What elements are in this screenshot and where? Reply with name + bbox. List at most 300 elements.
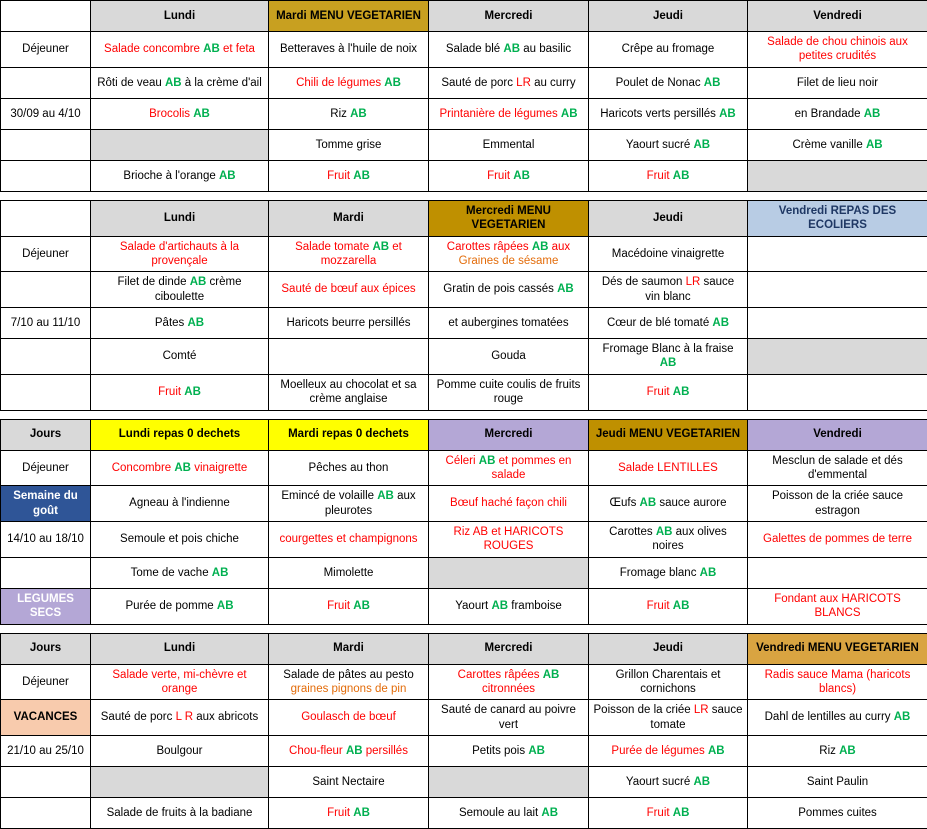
menu-text-fragment: Graines de sésame: [459, 255, 559, 267]
menu-cell: [429, 767, 589, 798]
menu-text-fragment: Salade de fruits à la badiane: [107, 807, 253, 819]
week-header-row: [1, 1, 927, 32]
menu-cell: [91, 272, 269, 308]
menu-cell: [589, 486, 748, 522]
day-header: Vendredi MENU VEGETARIEN: [748, 633, 927, 664]
menu-text-fragment: Bœuf haché façon chili: [450, 497, 567, 509]
week-table: [0, 633, 927, 829]
menu-text-fragment: Yaourt: [455, 600, 491, 612]
menu-cell: [589, 272, 748, 308]
menu-cell: [91, 522, 269, 558]
menu-cell: [748, 767, 927, 798]
menu-text-fragment: Fromage Blanc à la fraise: [602, 343, 733, 355]
week-table: [0, 419, 927, 625]
row-label: [1, 160, 91, 191]
row-label: Semaine du goût: [1, 486, 91, 522]
menu-text-fragment: AB: [656, 526, 673, 538]
menu-text-fragment: LR: [694, 704, 709, 716]
day-header: Jours: [1, 419, 91, 450]
row-label: [1, 374, 91, 410]
menu-cell: [589, 160, 748, 191]
menu-text-fragment: Filet de dinde: [117, 276, 189, 288]
menu-row: [1, 700, 927, 736]
row-label: LEGUMES SECS: [1, 588, 91, 624]
menu-cell: [589, 98, 748, 129]
day-header: Mardi: [269, 633, 429, 664]
day-header: Mercredi: [429, 1, 589, 32]
menu-cell: [748, 272, 927, 308]
menu-text-fragment: persillés: [363, 745, 408, 757]
menu-text-fragment: Chili de légumes: [296, 77, 384, 89]
menu-text-fragment: AB: [894, 711, 911, 723]
menu-cell: [589, 450, 748, 486]
menu-cell: [748, 236, 927, 272]
day-header: Mercredi: [429, 419, 589, 450]
menu-text-fragment: crème ciboulette: [155, 276, 242, 302]
week-spacer: [0, 411, 927, 419]
menu-cell: [589, 557, 748, 588]
menu-cell: [269, 522, 429, 558]
week-date-range: 21/10 au 25/10: [1, 736, 91, 767]
menu-text-fragment: Fruit: [327, 807, 353, 819]
menu-text-fragment: Fruit: [327, 170, 353, 182]
menu-text-fragment: AB: [346, 745, 363, 757]
menu-text-fragment: courgettes et champignons: [279, 533, 417, 545]
menu-text-fragment: Fondant aux HARICOTS BLANCS: [774, 593, 901, 619]
menu-text-fragment: Fruit: [647, 600, 673, 612]
menu-cell: [269, 67, 429, 98]
menu-cell: [91, 798, 269, 829]
menu-cell: [589, 798, 748, 829]
menu-cell: [589, 588, 748, 624]
menu-cell: [748, 664, 927, 700]
menu-cell: [429, 129, 589, 160]
menu-cell: [269, 308, 429, 339]
menu-row: [1, 160, 927, 191]
menu-text-fragment: Saint Paulin: [807, 776, 868, 788]
day-header: Vendredi REPAS DES ECOLIERS: [748, 200, 927, 236]
menu-text-fragment: Fromage blanc: [620, 567, 700, 579]
menu-text-fragment: Fruit: [158, 386, 184, 398]
menu-text-fragment: AB: [673, 386, 690, 398]
menu-cell: [269, 160, 429, 191]
menu-text-fragment: AB: [219, 170, 236, 182]
menu-row: [1, 32, 927, 68]
menu-cell: [748, 798, 927, 829]
menu-cell: [91, 767, 269, 798]
menu-text-fragment: AB: [693, 776, 710, 788]
menu-row: [1, 588, 927, 624]
menu-text-fragment: AB: [165, 77, 182, 89]
menu-text-fragment: Céleri: [446, 455, 479, 467]
menu-text-fragment: Salade LENTILLES: [618, 462, 718, 474]
menu-cell: [91, 700, 269, 736]
menu-text-fragment: AB: [217, 600, 234, 612]
day-header: Jours: [1, 633, 91, 664]
menu-text-fragment: Purée de légumes: [611, 745, 708, 757]
row-label: [1, 67, 91, 98]
menu-text-fragment: Grillon Charentais et cornichons: [616, 669, 721, 695]
menu-cell: [429, 486, 589, 522]
menu-text-fragment: AB: [693, 139, 710, 151]
day-header: Jeudi: [589, 1, 748, 32]
menu-text-fragment: Tomme grise: [316, 139, 382, 151]
day-header: Lundi: [91, 633, 269, 664]
day-header: Jeudi: [589, 633, 748, 664]
week-spacer: [0, 625, 927, 633]
menu-cell: [429, 236, 589, 272]
menu-text-fragment: Moelleux au chocolat et sa crème anglaise: [280, 379, 416, 405]
menu-text-fragment: AB: [673, 170, 690, 182]
menu-cell: [429, 522, 589, 558]
menu-text-fragment: sauce vin blanc: [645, 276, 734, 302]
menu-text-fragment: LR: [686, 276, 701, 288]
menu-text-fragment: Emincé de volaille: [281, 490, 377, 502]
menu-text-fragment: AB: [184, 386, 201, 398]
menu-text-fragment: Salade verte, mi-chèvre et orange: [112, 669, 246, 695]
menu-text-fragment: Brocolis: [149, 108, 193, 120]
menu-text-fragment: Fruit: [487, 170, 513, 182]
menu-text-fragment: aux abricots: [193, 711, 258, 723]
week-spacer: [0, 192, 927, 200]
menu-text-fragment: Salade blé: [446, 43, 504, 55]
menu-cell: [429, 798, 589, 829]
menu-cell: [748, 450, 927, 486]
menu-text-fragment: AB: [719, 108, 736, 120]
menu-text-fragment: AB: [543, 669, 560, 681]
menu-text-fragment: Betteraves à l'huile de noix: [280, 43, 417, 55]
menu-row: [1, 98, 927, 129]
menu-text-fragment: Purée de pomme: [125, 600, 216, 612]
menu-cell: [589, 32, 748, 68]
menu-cell: [91, 736, 269, 767]
menu-cell: [429, 736, 589, 767]
menu-text-fragment: Macédoine vinaigrette: [612, 248, 725, 260]
row-label: Déjeuner: [1, 236, 91, 272]
week-date-range: 30/09 au 4/10: [1, 98, 91, 129]
menu-text-fragment: aux olives noires: [652, 526, 726, 552]
menu-text-fragment: Galettes de pommes de terre: [763, 533, 912, 545]
menu-cell: [748, 700, 927, 736]
menu-row: [1, 129, 927, 160]
row-label: [1, 339, 91, 375]
menu-row: [1, 522, 927, 558]
menu-cell: [748, 522, 927, 558]
menu-text-fragment: graines pignons de pin: [291, 683, 407, 695]
menu-cell: [429, 700, 589, 736]
menu-text-fragment: sauce aurore: [656, 497, 726, 509]
menu-text-fragment: AB: [513, 170, 530, 182]
menu-text-fragment: Pâtes: [155, 317, 188, 329]
menu-row: [1, 798, 927, 829]
menu-row: [1, 67, 927, 98]
menu-row: [1, 308, 927, 339]
day-header: [1, 200, 91, 236]
menu-text-fragment: Crêpe au fromage: [622, 43, 715, 55]
menu-text-fragment: Haricots beurre persillés: [287, 317, 411, 329]
menu-text-fragment: AB: [353, 600, 370, 612]
week-date-range: 14/10 au 18/10: [1, 522, 91, 558]
menu-text-fragment: AB: [673, 807, 690, 819]
menu-text-fragment: AB: [491, 600, 508, 612]
menu-text-fragment: Salade de pâtes au pesto: [283, 669, 413, 681]
menu-text-fragment: Haricots verts persillés: [600, 108, 719, 120]
menu-cell: [269, 129, 429, 160]
row-label: Déjeuner: [1, 664, 91, 700]
menu-text-fragment: AB: [660, 357, 677, 369]
menu-text-fragment: Semoule au lait: [459, 807, 541, 819]
menu-cell: [748, 32, 927, 68]
menu-text-fragment: Poisson de la criée: [594, 704, 694, 716]
menu-text-fragment: AB: [864, 108, 881, 120]
menu-cell: [429, 588, 589, 624]
menu-cell: [429, 339, 589, 375]
menu-cell: [589, 236, 748, 272]
row-label: [1, 272, 91, 308]
menu-row: [1, 236, 927, 272]
menu-text-fragment: Semoule et pois chiche: [120, 533, 239, 545]
menu-text-fragment: Riz AB et HARICOTS ROUGES: [454, 526, 564, 552]
menu-text-fragment: Poulet de Nonac: [616, 77, 704, 89]
menu-text-fragment: Rôti de veau: [97, 77, 165, 89]
menu-text-fragment: Dahl de lentilles au curry: [765, 711, 894, 723]
menu-text-fragment: AB: [673, 600, 690, 612]
menu-row: [1, 767, 927, 798]
week-header-row: [1, 633, 927, 664]
day-header: Mardi: [269, 200, 429, 236]
menu-cell: [748, 98, 927, 129]
menu-cell: [589, 522, 748, 558]
menu-text-fragment: AB: [384, 77, 401, 89]
menu-cell: [429, 67, 589, 98]
day-header: Vendredi: [748, 1, 927, 32]
menu-cell: [269, 98, 429, 129]
menu-text-fragment: AB: [212, 567, 229, 579]
menu-text-fragment: Fruit: [647, 807, 673, 819]
menu-cell: [429, 32, 589, 68]
week-table: [0, 0, 927, 192]
menu-text-fragment: vinaigrette: [191, 462, 247, 474]
menu-text-fragment: en Brandade: [795, 108, 864, 120]
menu-cell: [91, 374, 269, 410]
menu-text-fragment: Riz: [330, 108, 350, 120]
menu-row: [1, 450, 927, 486]
menu-text-fragment: AB: [704, 77, 721, 89]
menu-text-fragment: au curry: [531, 77, 576, 89]
menu-cell: [589, 67, 748, 98]
menu-text-fragment: Pêches au thon: [309, 462, 389, 474]
menu-text-fragment: Poisson de la criée sauce estragon: [772, 490, 903, 516]
menu-text-fragment: Riz: [819, 745, 839, 757]
menu-text-fragment: AB: [377, 490, 394, 502]
menu-cell: [589, 700, 748, 736]
menu-text-fragment: Mimolette: [324, 567, 374, 579]
menu-cell: [429, 557, 589, 588]
menu-cell: [748, 557, 927, 588]
week-header-row: [1, 200, 927, 236]
menu-cell: [748, 129, 927, 160]
menu-text-fragment: Pommes cuites: [798, 807, 877, 819]
menu-cell: [589, 308, 748, 339]
menu-text-fragment: Concombre: [112, 462, 175, 474]
week-table: [0, 200, 927, 411]
menu-cell: [91, 129, 269, 160]
menu-text-fragment: et mozzarella: [321, 241, 402, 267]
menu-cell: [748, 588, 927, 624]
menu-cell: [589, 374, 748, 410]
menu-text-fragment: Gouda: [491, 350, 526, 362]
menu-text-fragment: Crème vanille: [792, 139, 866, 151]
menu-text-fragment: AB: [532, 241, 549, 253]
menu-cell: [91, 450, 269, 486]
menu-text-fragment: AB: [479, 455, 496, 467]
menu-cell: [748, 486, 927, 522]
menu-text-fragment: Brioche à l'orange: [123, 170, 219, 182]
menu-cell: [91, 32, 269, 68]
menu-text-fragment: AB: [372, 241, 389, 253]
menu-cell: [748, 339, 927, 375]
day-header: Jeudi: [589, 200, 748, 236]
menu-cell: [429, 308, 589, 339]
menu-cell: [269, 557, 429, 588]
menu-text-fragment: AB: [203, 43, 220, 55]
menu-cell: [589, 129, 748, 160]
menu-cell: [91, 98, 269, 129]
week-date-range: 7/10 au 11/10: [1, 308, 91, 339]
menu-text-fragment: Sauté de canard au poivre vert: [441, 704, 576, 730]
menu-cell: [269, 664, 429, 700]
menu-text-fragment: Printanière de légumes: [439, 108, 560, 120]
menu-cell: [91, 236, 269, 272]
menu-text-fragment: sauce tomate: [650, 704, 742, 730]
menu-cell: [589, 736, 748, 767]
menu-text-fragment: Agneau à l'indienne: [129, 497, 230, 509]
menu-row: [1, 339, 927, 375]
menu-text-fragment: Carottes râpées: [458, 669, 543, 681]
menu-cell: [589, 339, 748, 375]
day-header: Mercredi MENU VEGETARIEN: [429, 200, 589, 236]
menu-cell: [269, 588, 429, 624]
menu-cell: [429, 664, 589, 700]
menu-text-fragment: AB: [503, 43, 520, 55]
menu-text-fragment: au basilic: [520, 43, 571, 55]
menu-text-fragment: Chou-fleur: [289, 745, 346, 757]
menu-text-fragment: Emmental: [483, 139, 535, 151]
menu-text-fragment: Radis sauce Mama (haricots blancs): [765, 669, 911, 695]
menu-text-fragment: Salade de chou chinois aux petites crudités: [767, 36, 908, 62]
menu-text-fragment: Filet de lieu noir: [797, 77, 878, 89]
menu-text-fragment: et pommes en salade: [492, 455, 572, 481]
day-header: [1, 1, 91, 32]
menu-text-fragment: AB: [712, 317, 729, 329]
menu-row: [1, 664, 927, 700]
menu-cell: [269, 374, 429, 410]
menu-row: [1, 557, 927, 588]
menu-text-fragment: AB: [866, 139, 883, 151]
menu-text-fragment: Yaourt sucré: [626, 776, 694, 788]
menu-row: [1, 736, 927, 767]
menu-cell: [269, 700, 429, 736]
menu-text-fragment: à la crème d'ail: [182, 77, 262, 89]
menu-text-fragment: Salade tomate: [295, 241, 372, 253]
menu-text-fragment: AB: [839, 745, 856, 757]
menu-text-fragment: AB: [193, 108, 210, 120]
menu-cell: [748, 736, 927, 767]
menu-cell: [748, 67, 927, 98]
menu-text-fragment: Cœur de blé tomaté: [607, 317, 712, 329]
menu-text-fragment: AB: [700, 567, 717, 579]
day-header: Lundi: [91, 200, 269, 236]
menu-cell: [91, 588, 269, 624]
menu-row: [1, 272, 927, 308]
menu-cell: [748, 308, 927, 339]
day-header: Jeudi MENU VEGETARIEN: [589, 419, 748, 450]
menu-text-fragment: Saint Nectaire: [312, 776, 384, 788]
week-header-row: [1, 419, 927, 450]
menu-text-fragment: AB: [174, 462, 191, 474]
menu-cell: [269, 736, 429, 767]
menu-cell: [429, 160, 589, 191]
menu-text-fragment: Petits pois: [472, 745, 528, 757]
menu-text-fragment: Dés de saumon: [602, 276, 686, 288]
menu-text-fragment: AB: [353, 807, 370, 819]
menu-cell: [269, 798, 429, 829]
menu-text-fragment: Boulgour: [156, 745, 202, 757]
row-label: [1, 557, 91, 588]
menu-text-fragment: Comté: [163, 350, 197, 362]
day-header: Mardi MENU VEGETARIEN: [269, 1, 429, 32]
menu-text-fragment: et aubergines tomatées: [448, 317, 568, 329]
menu-text-fragment: Tome de vache: [131, 567, 212, 579]
menu-text-fragment: L R: [176, 711, 193, 723]
menu-text-fragment: Salade concombre: [104, 43, 203, 55]
day-header: Lundi repas 0 dechets: [91, 419, 269, 450]
menu-text-fragment: Sauté de porc: [101, 711, 176, 723]
menu-cell: [269, 32, 429, 68]
menu-text-fragment: AB: [187, 317, 204, 329]
menu-text-fragment: Gratin de pois cassés: [443, 283, 557, 295]
menu-cell: [91, 67, 269, 98]
menu-cell: [269, 339, 429, 375]
menu-cell: [91, 557, 269, 588]
menu-cell: [91, 486, 269, 522]
menu-cell: [269, 272, 429, 308]
menu-cell: [269, 767, 429, 798]
row-label: Déjeuner: [1, 450, 91, 486]
menu-text-fragment: AB: [528, 745, 545, 757]
menu-cell: [429, 98, 589, 129]
menu-text-fragment: framboise: [508, 600, 562, 612]
row-label: Déjeuner: [1, 32, 91, 68]
row-label: [1, 767, 91, 798]
menu-text-fragment: Œufs: [610, 497, 640, 509]
menu-text-fragment: AB: [640, 497, 657, 509]
menu-text-fragment: aux pleurotes: [325, 490, 416, 516]
menu-text-fragment: LR: [516, 77, 531, 89]
menu-cell: [91, 664, 269, 700]
menu-cell: [269, 236, 429, 272]
menu-cell: [429, 374, 589, 410]
menu-text-fragment: citronnées: [482, 683, 535, 695]
menu-cell: [429, 450, 589, 486]
menu-cell: [269, 450, 429, 486]
menu-text-fragment: Salade d'artichauts à la provençale: [120, 241, 239, 267]
menu-cell: [91, 308, 269, 339]
menu-text-fragment: Sauté de bœuf aux épices: [281, 283, 415, 295]
day-header: Mardi repas 0 dechets: [269, 419, 429, 450]
menu-text-fragment: Carottes râpées: [447, 241, 532, 253]
menu-text-fragment: Sauté de porc: [441, 77, 516, 89]
